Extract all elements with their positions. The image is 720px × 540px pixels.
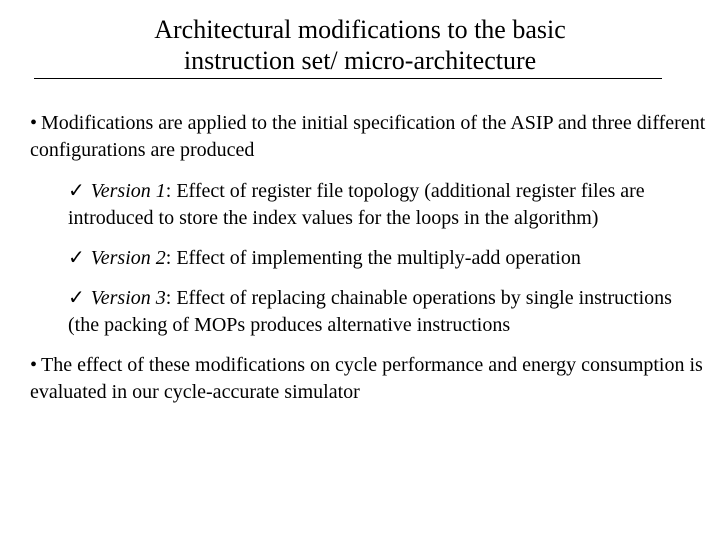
bullet-icon: • [30, 112, 38, 134]
bullet-text: The effect of these modifications on cycle performance and energy consumption is evaluated in our cycle-accurate simulator [30, 354, 703, 403]
slide-title [0, 14, 720, 76]
bullet-text: Modifications are applied to the initial specification of the ASIP and three different configurations are produced [30, 112, 706, 161]
bullet-item [30, 110, 706, 164]
slide-body [30, 110, 706, 406]
sub-item-version-3 [68, 285, 706, 339]
version-label: Version 3 [90, 287, 166, 309]
sub-item-list [68, 178, 706, 339]
sub-item-text: : Effect of register file topology (additional register files are introduced to store the index values for the loops in the algorithm) [68, 180, 645, 229]
sub-item-version-2 [68, 245, 706, 272]
version-label: Version 1 [90, 180, 166, 202]
sub-item-text: : Effect of implementing the multiply-add operation [165, 247, 581, 269]
slide-title-line-2: instruction set/ micro-architecture [183, 46, 537, 75]
bullet-icon: • [30, 354, 38, 376]
sub-item-text: : Effect of replacing chainable operations by single instructions (the packing of MOPs produces alternative instructions [68, 287, 672, 336]
version-label: Version 2 [90, 247, 166, 269]
checkmark-icon: ✓ [68, 180, 85, 202]
checkmark-icon: ✓ [68, 247, 85, 269]
title-underline-divider [34, 78, 662, 79]
sub-item-version-1 [68, 178, 706, 232]
slide-title-line-1: Architectural modifications to the basic [154, 15, 566, 44]
checkmark-icon: ✓ [68, 287, 85, 309]
bullet-item [30, 352, 706, 406]
